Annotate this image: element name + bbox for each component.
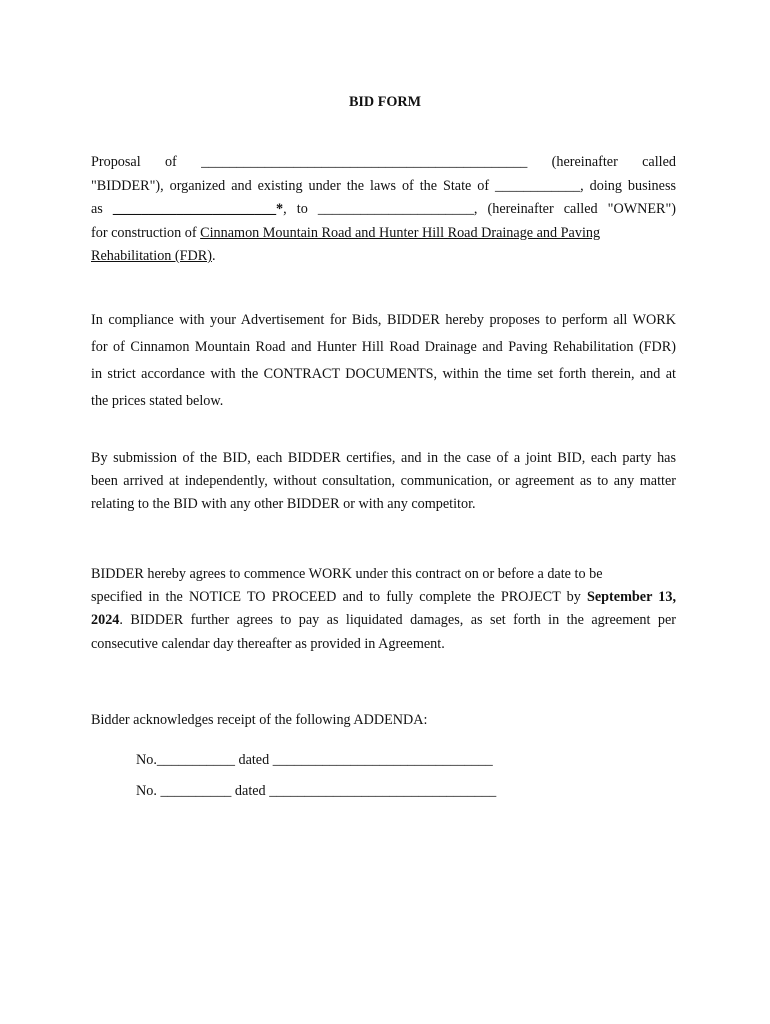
addendum-row-2: No. __________ dated ________________________________ xyxy=(136,783,497,799)
schedule-line-3: 2024. BIDDER further agrees to pay as liquidated damages, as set forth in the agreement per xyxy=(91,612,676,628)
proposal-line-1: Proposal of ______________________________________________ (hereinafter called xyxy=(91,154,676,170)
proposal-line-2: "BIDDER"), organized and existing under the laws of the State of ____________, doing business xyxy=(91,178,676,194)
schedule-line-4: consecutive calendar day thereafter as provided in Agreement. xyxy=(91,636,445,652)
proposal-line-3: as _______________________*, to ______________________, (hereinafter called "OWNER") xyxy=(91,201,676,217)
addendum-row-1: No.___________ dated _______________________________ xyxy=(136,752,493,768)
owner-blank: ______________________ xyxy=(317,201,474,217)
project-name-continued: Rehabilitation (FDR) xyxy=(91,248,212,264)
state-blank: ____________ xyxy=(495,178,581,194)
compliance-line-2: for of Cinnamon Mountain Road and Hunter Hill Road Drainage and Paving Rehabilitation (FDR) xyxy=(91,339,676,355)
business-name-blank: _______________________* xyxy=(112,201,284,217)
addendum-number-blank: ___________ xyxy=(156,752,235,768)
schedule-line-2: specified in the NOTICE TO PROCEED and to fully complete the PROJECT by September 13, xyxy=(91,589,676,605)
addendum-date-blank: ________________________________ xyxy=(269,783,497,799)
project-name: Cinnamon Mountain Road and Hunter Hill Road Drainage and Paving xyxy=(200,225,601,241)
certification-line-1: By submission of the BID, each BIDDER certifies, and in the case of a joint BID, each party has xyxy=(91,450,676,466)
certification-line-3: relating to the BID with any other BIDDER or with any competitor. xyxy=(91,496,476,512)
compliance-line-3: in strict accordance with the CONTRACT DOCUMENTS, within the time set forth therein, and at xyxy=(91,366,676,382)
page-title: BID FORM xyxy=(348,94,422,110)
bidder-name-blank: ______________________________________________ xyxy=(201,154,528,170)
schedule-line-1: BIDDER hereby agrees to commence WORK under this contract on or before a date to be xyxy=(91,566,603,582)
compliance-line-4: the prices stated below. xyxy=(91,393,224,409)
addendum-date-blank: _______________________________ xyxy=(272,752,493,768)
addenda-intro: Bidder acknowledges receipt of the following ADDENDA: xyxy=(91,712,428,728)
proposal-line-4: for construction of Cinnamon Mountain Road and Hunter Hill Road Drainage and Paving xyxy=(91,225,601,241)
proposal-line-5: Rehabilitation (FDR). xyxy=(91,248,216,264)
certification-line-2: been arrived at independently, without consultation, communication, or agreement as to any matter xyxy=(91,473,676,489)
addendum-number-blank: __________ xyxy=(160,783,232,799)
compliance-line-1: In compliance with your Advertisement for Bids, BIDDER hereby proposes to perform all WORK xyxy=(91,312,676,328)
completion-year: 2024 xyxy=(91,612,120,628)
completion-date: September 13, xyxy=(586,589,676,605)
